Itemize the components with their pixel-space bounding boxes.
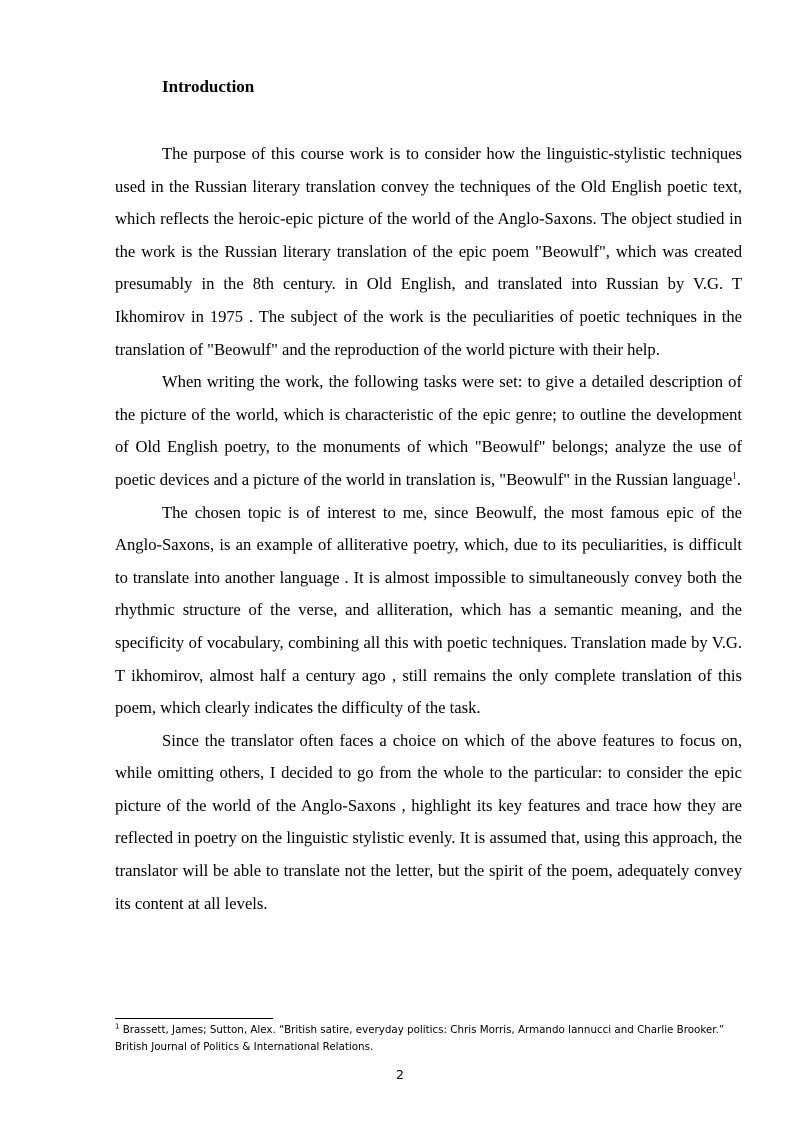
page-number: 2 xyxy=(396,1067,404,1082)
body-text xyxy=(115,138,742,920)
footnote xyxy=(115,1022,742,1056)
paragraph-1 xyxy=(115,138,742,366)
footnote-reference[interactable]: 1 xyxy=(732,470,737,481)
paragraph-2 xyxy=(115,366,742,496)
paragraph-text: The purpose of this course work is to consider how the linguistic-stylistic techniques used in the Russian literary translation convey the techniques of the Old English poetic text, which reflects the heroic-epic picture of the world of the Anglo-Saxons. The object studied in the work is the Russian literary translation of the epic poem "Beowulf", which was created presumably in the 8th century. in Old English, and translated into Russian by V.G. T Ikhomirov in 1975 . The subject of the work is the peculiarities of poetic techniques in the translation of "Beowulf" and the reproduction of the world picture with their help. xyxy=(115,144,742,359)
footnote-text: Brassett, James; Sutton, Alex. “British satire, everyday politics: Chris Morris, Armando Iannucci and Charlie Brooker.” British Journal of Politics & International Relations. xyxy=(115,1024,725,1053)
paragraph-end: . xyxy=(736,469,741,489)
paragraph-3 xyxy=(115,497,742,725)
paragraph-4 xyxy=(115,725,742,921)
section-heading: Introduction xyxy=(162,77,255,96)
paragraph-text: When writing the work, the following tasks were set: to give a detailed description of the picture of the world, which is characteristic of the epic genre; to outline the development of Old English poetry, to the monuments of which "Beowulf" belongs; analyze the use of poetic devices and a picture of the world in translation is, "Beowulf" in the Russian language xyxy=(115,372,742,489)
paragraph-text: Since the translator often faces a choice on which of the above features to focus on, while omitting others, I decided to go from the whole to the particular: to consider the epic picture of the world of the Anglo-Saxons , highlight its key features and trace how they are reflected in poetry on the linguistic stylistic evenly. It is assumed that, using this approach, the translator will be able to translate not the letter, but the spirit of the poem, adequately convey its content at all levels. xyxy=(115,730,742,913)
footnote-marker: 1 xyxy=(115,1022,120,1031)
footnote-separator xyxy=(115,1018,273,1019)
paragraph-text: The chosen topic is of interest to me, since Beowulf, the most famous epic of the Anglo-Saxons, is an example of alliterative poetry, which, due to its peculiarities, is difficult to translate into another language . It is almost impossible to simultaneously convey both the rhythmic structure of the verse, and alliteration, which has a semantic meaning, and the specificity of vocabulary, combining all this with poetic techniques. Translation made by V.G. T ikhomirov, almost half a century ago , still remains the only complete translation of this poem, which clearly indicates the difficulty of the task. xyxy=(115,502,742,718)
